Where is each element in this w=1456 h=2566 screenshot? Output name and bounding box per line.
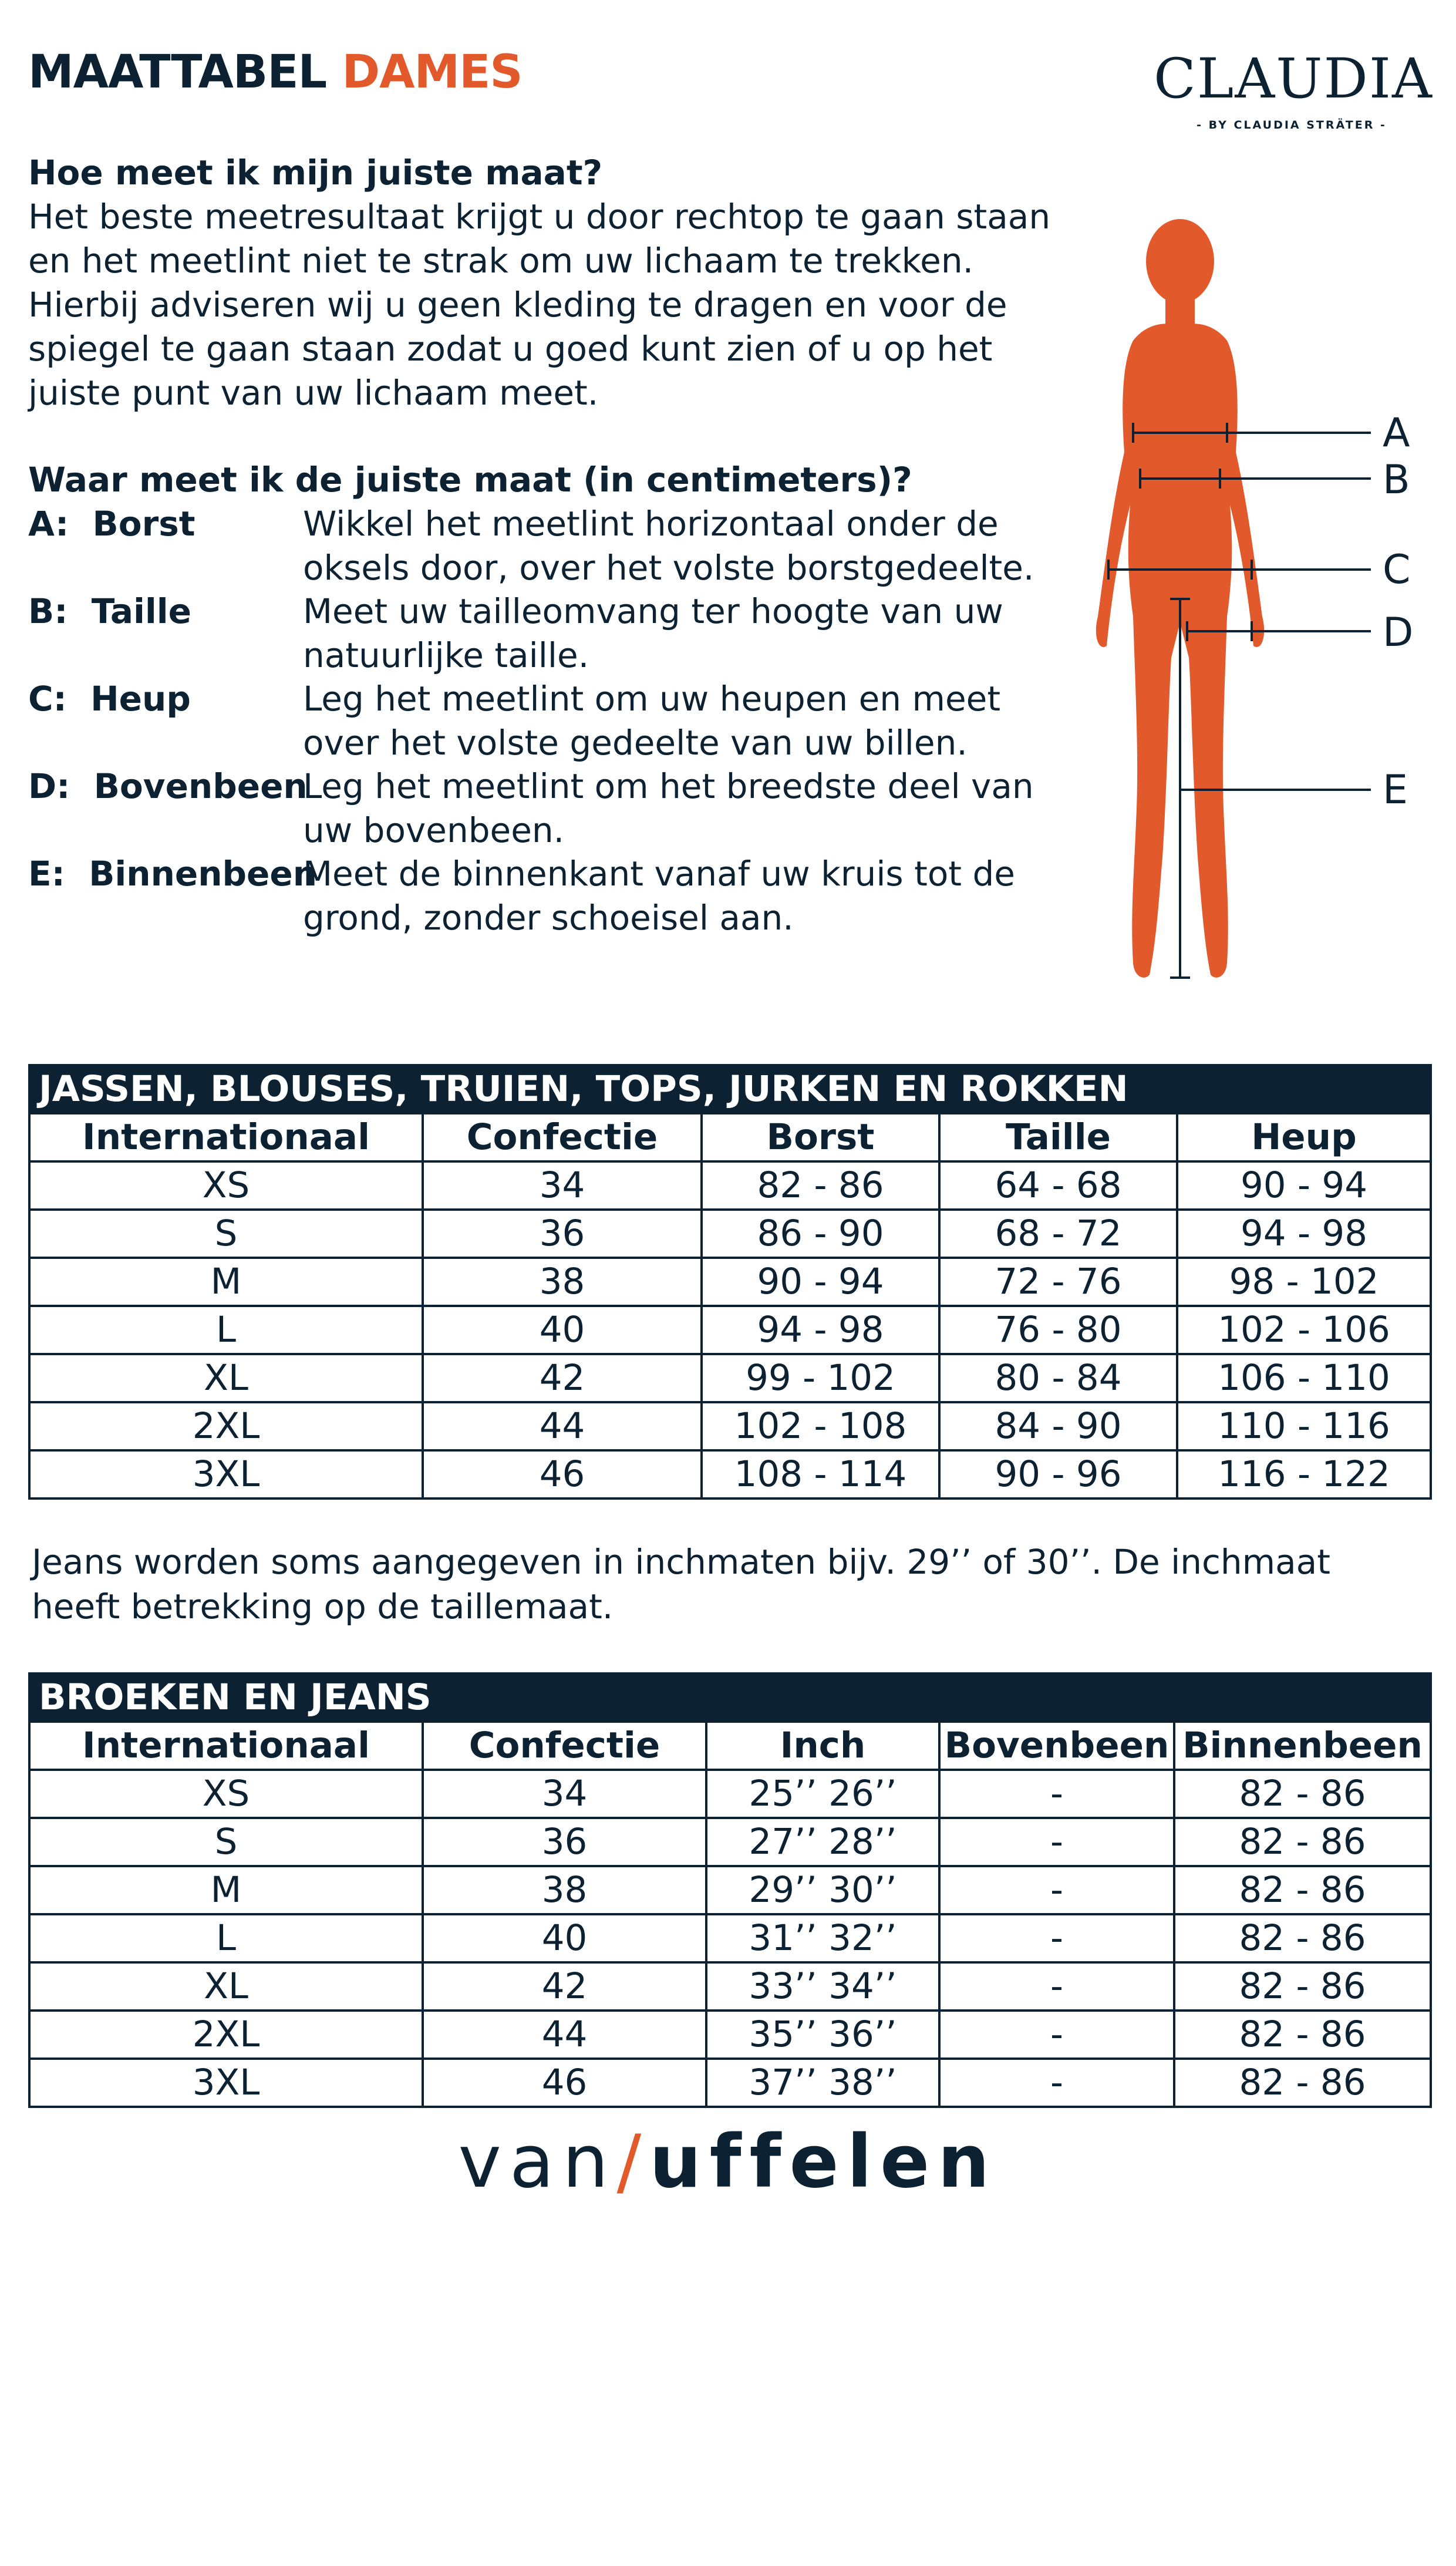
table-cell: XS (29, 1161, 423, 1210)
marker-b: B (1383, 457, 1410, 503)
table-cell: 84 - 90 (939, 1402, 1177, 1450)
marker-c: C (1383, 547, 1411, 593)
table-row (29, 1210, 1431, 1258)
table-cell: 116 - 122 (1177, 1450, 1431, 1498)
column-header: Binnenbeen (1174, 1722, 1431, 1770)
table-cell: 82 - 86 (1174, 1770, 1431, 1818)
table-cell: S (29, 1210, 423, 1258)
table-cell: 33’’ 34’’ (706, 1962, 939, 2011)
table-cell: 108 - 114 (702, 1450, 939, 1498)
table-cell: 44 (423, 2011, 706, 2059)
table-cell: 34 (423, 1770, 706, 1818)
measure-label: C: Heup (28, 679, 191, 719)
column-header: Confectie (423, 1113, 702, 1161)
table-cell: 98 - 102 (1177, 1258, 1431, 1306)
measure-markers (1383, 410, 1413, 813)
measure-description: Leg het meetlint om het breedste deel van uw bovenbeen. (303, 766, 1034, 850)
marker-a: A (1383, 410, 1410, 456)
footer-logo (0, 2120, 1456, 2204)
table-cell: 86 - 90 (702, 1210, 939, 1258)
table-cell: - (939, 2059, 1174, 2107)
table-cell: 3XL (29, 2059, 423, 2107)
table-cell: - (939, 1914, 1174, 1962)
measure-label: A: Borst (28, 504, 196, 544)
table-cell: 38 (423, 1866, 706, 1914)
table-cell: 76 - 80 (939, 1306, 1177, 1354)
table-cell: 38 (423, 1258, 702, 1306)
table-row (29, 1354, 1431, 1402)
table-row (29, 1770, 1431, 1818)
table-row (29, 2059, 1431, 2107)
jeans-note: Jeans worden soms aangegeven in inchmaten bijv. 29’’ of 30’’. De inchmaat heeft betrekking op de taillemaat. (32, 1542, 1330, 1627)
table-caption: JASSEN, BLOUSES, TRUIEN, TOPS, JURKEN EN ROKKEN (29, 1065, 1431, 1113)
table-cell: 34 (423, 1161, 702, 1210)
logo-text-van: van (458, 2120, 617, 2204)
table-cell: 42 (423, 1962, 706, 2011)
table-row (29, 1962, 1431, 2011)
page-title-main: MAATTABEL (28, 46, 327, 99)
table-cell: 40 (423, 1306, 702, 1354)
table-cell: XS (29, 1770, 423, 1818)
column-header: Internationaal (29, 1113, 423, 1161)
table-cell: 44 (423, 1402, 702, 1450)
table-cell: 35’’ 36’’ (706, 2011, 939, 2059)
table-cell: 82 - 86 (1174, 2011, 1431, 2059)
table-header-row (29, 1113, 1431, 1161)
table-cell: 3XL (29, 1450, 423, 1498)
table-cell: - (939, 1866, 1174, 1914)
table-cell: 102 - 106 (1177, 1306, 1431, 1354)
table-cell: 82 - 86 (1174, 1962, 1431, 2011)
table-cell: 46 (423, 2059, 706, 2107)
table-cell: 99 - 102 (702, 1354, 939, 1402)
table-cell: 82 - 86 (1174, 1818, 1431, 1866)
table-cell: M (29, 1258, 423, 1306)
column-header: Taille (939, 1113, 1177, 1161)
table-cell: S (29, 1818, 423, 1866)
column-header: Confectie (423, 1722, 706, 1770)
table-cell: 36 (423, 1210, 702, 1258)
measure-description: Leg het meetlint om uw heupen en meet over het volste gedeelte van uw billen. (303, 679, 1001, 763)
table-row (29, 1258, 1431, 1306)
measure-label: E: Binnenbeen (28, 854, 317, 894)
table-cell: L (29, 1306, 423, 1354)
measure-label: D: Bovenbeen (28, 766, 308, 806)
brand-subtitle: - BY CLAUDIA STRÄTER - (1197, 119, 1387, 132)
table-cell: 72 - 76 (939, 1258, 1177, 1306)
table-caption: BROEKEN EN JEANS (29, 1673, 1431, 1722)
table-cell: 94 - 98 (1177, 1210, 1431, 1258)
table-cell: 37’’ 38’’ (706, 2059, 939, 2107)
table-cell: - (939, 1962, 1174, 2011)
table-cell: - (939, 2011, 1174, 2059)
intro-heading: Hoe meet ik mijn juiste maat? (28, 153, 603, 193)
table-row (29, 2011, 1431, 2059)
table-cell: - (939, 1770, 1174, 1818)
table-cell: 102 - 108 (702, 1402, 939, 1450)
table-cell: 82 - 86 (1174, 1866, 1431, 1914)
table-cell: L (29, 1914, 423, 1962)
table-cell: 2XL (29, 2011, 423, 2059)
body-silhouette-figure (1069, 211, 1421, 998)
logo-text-uffelen: uffelen (649, 2120, 998, 2204)
table-cell: 80 - 84 (939, 1354, 1177, 1402)
table-row (29, 1914, 1431, 1962)
table-cell: 27’’ 28’’ (706, 1818, 939, 1866)
table-cell: 106 - 110 (1177, 1354, 1431, 1402)
table-cell: 82 - 86 (702, 1161, 939, 1210)
marker-d: D (1383, 609, 1414, 656)
table-cell: 90 - 96 (939, 1450, 1177, 1498)
page-title (28, 46, 523, 99)
table-row (29, 1866, 1431, 1914)
table-row (29, 1306, 1431, 1354)
table-row (29, 1450, 1431, 1498)
table-cell: 31’’ 32’’ (706, 1914, 939, 1962)
table-cell: 82 - 86 (1174, 2059, 1431, 2107)
column-header: Borst (702, 1113, 939, 1161)
table-cell: 94 - 98 (702, 1306, 939, 1354)
table-cell: 68 - 72 (939, 1210, 1177, 1258)
table-row (29, 1402, 1431, 1450)
table-cell: 36 (423, 1818, 706, 1866)
table-cell: 2XL (29, 1402, 423, 1450)
brand-logo (1154, 47, 1433, 132)
brand-name: CLAUDIA (1154, 47, 1433, 111)
column-header: Heup (1177, 1113, 1431, 1161)
table-cell: 90 - 94 (702, 1258, 939, 1306)
column-header: Internationaal (29, 1722, 423, 1770)
table-header-row (29, 1722, 1431, 1770)
table-cell: 42 (423, 1354, 702, 1402)
table-cell: 64 - 68 (939, 1161, 1177, 1210)
measure-heading: Waar meet ik de juiste maat (in centimeters)? (28, 460, 912, 500)
table-cell: 25’’ 26’’ (706, 1770, 939, 1818)
table-cell: - (939, 1818, 1174, 1866)
page-title-accent: DAMES (342, 46, 523, 99)
measure-description: Wikkel het meetlint horizontaal onder de oksels door, over het volste borstgedeelte. (303, 504, 1034, 588)
table-cell: XL (29, 1354, 423, 1402)
column-header: Bovenbeen (939, 1722, 1174, 1770)
marker-e: E (1383, 767, 1408, 813)
table-cell: 82 - 86 (1174, 1914, 1431, 1962)
table-row (29, 1818, 1431, 1866)
table-cell: XL (29, 1962, 423, 2011)
size-table-trousers (28, 1672, 1432, 2108)
table-row (29, 1161, 1431, 1210)
table-cell: 110 - 116 (1177, 1402, 1431, 1450)
table-cell: M (29, 1866, 423, 1914)
size-table-tops (28, 1064, 1432, 1500)
table-cell: 46 (423, 1450, 702, 1498)
table-cell: 29’’ 30’’ (706, 1866, 939, 1914)
measure-label: B: Taille (28, 591, 191, 631)
logo-slash: / (616, 2120, 650, 2204)
table-cell: 90 - 94 (1177, 1161, 1431, 1210)
intro-paragraph: Het beste meetresultaat krijgt u door rechtop te gaan staan en het meetlint niet te strak om uw lichaam te trekken. Hierbij adviseren wij u geen kleding te dragen en voor de spiegel te gaan staan zodat u goed kunt zien of u op het juiste punt van uw lichaam meet. (28, 197, 1051, 413)
measure-description: Meet uw tailleomvang ter hoogte van uw natuurlijke taille. (303, 591, 1003, 675)
column-header: Inch (706, 1722, 939, 1770)
table-cell: 40 (423, 1914, 706, 1962)
measure-description: Meet de binnenkant vanaf uw kruis tot de grond, zonder schoeisel aan. (303, 854, 1015, 938)
